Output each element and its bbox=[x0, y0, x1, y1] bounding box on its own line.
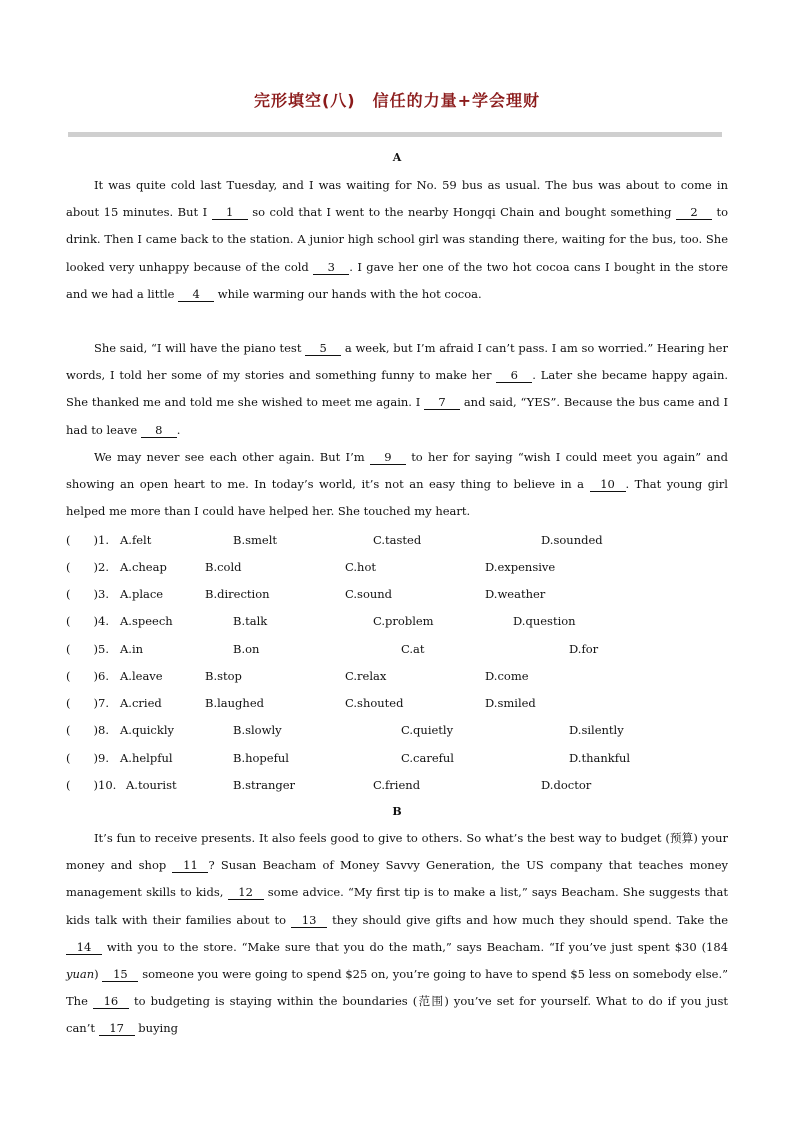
option-a: A.felt bbox=[120, 533, 152, 547]
option-b: B.hopeful bbox=[233, 751, 289, 765]
option-a: A.tourist bbox=[126, 778, 177, 792]
option-c: C.shouted bbox=[345, 696, 404, 710]
option-d: D.doctor bbox=[541, 778, 592, 792]
passage-text: they should give gifts and how much they should spend. Take the bbox=[332, 912, 729, 927]
passage-b-paragraph-1 bbox=[66, 825, 728, 1043]
question-row-8 bbox=[66, 722, 728, 738]
passage-text: to budgeting is staying within the boundaries (范围) you’ve set for yourself. What to do if you just can’t bbox=[66, 994, 729, 1036]
answer-parens[interactable]: ( ) bbox=[66, 614, 98, 628]
blank-2: 2 bbox=[676, 205, 712, 220]
option-b: B.on bbox=[233, 642, 260, 656]
answer-parens[interactable]: ( ) bbox=[66, 751, 98, 765]
passage-text: . I gave her one of the two hot cocoa cans I bought in the store and we had a little bbox=[66, 259, 729, 301]
option-b: B.smelt bbox=[233, 533, 278, 547]
option-b: B.cold bbox=[205, 560, 242, 574]
question-row-3 bbox=[66, 586, 728, 602]
option-d: D.question bbox=[513, 614, 576, 628]
option-a: A.place bbox=[120, 587, 164, 601]
answer-parens[interactable]: ( ) bbox=[66, 560, 98, 574]
option-c: C.hot bbox=[345, 560, 376, 574]
passage-text: to her for saying “wish I could meet you again” and showing an open heart to me. In today’s world, it’s not an easy thing to believe in a bbox=[66, 450, 729, 492]
blank-4: 4 bbox=[178, 287, 214, 302]
question-row-2 bbox=[66, 559, 728, 575]
option-d: D.weather bbox=[485, 587, 546, 601]
blank-6: 6 bbox=[496, 368, 532, 383]
passage-a-paragraph-2 bbox=[66, 335, 728, 444]
answer-parens[interactable]: ( ) bbox=[66, 642, 98, 656]
blank-7: 7 bbox=[424, 395, 460, 410]
question-number: 10. bbox=[98, 778, 117, 792]
title-divider bbox=[68, 132, 722, 137]
passage-text: someone you were going to spend $25 on, you’re going to have to spend $5 less on somebody else.” The bbox=[66, 967, 729, 1009]
option-a: A.cried bbox=[120, 696, 162, 710]
option-d: D.come bbox=[485, 669, 529, 683]
question-number: 3. bbox=[98, 587, 109, 601]
blank-13: 13 bbox=[291, 913, 327, 928]
answer-parens[interactable]: ( ) bbox=[66, 533, 98, 547]
option-a: A.speech bbox=[120, 614, 173, 628]
question-number: 1. bbox=[98, 533, 109, 547]
option-b: B.direction bbox=[205, 587, 270, 601]
option-b: B.stop bbox=[205, 669, 242, 683]
blank-17: 17 bbox=[99, 1021, 135, 1036]
question-number: 7. bbox=[98, 696, 109, 710]
passage-text: with you to the store. “Make sure that you do the math,” says Beacham. “If you’ve just spent $30 (184 bbox=[106, 939, 729, 954]
option-c: C.quietly bbox=[401, 723, 454, 737]
blank-10: 10 bbox=[590, 477, 626, 492]
page-title: 完形填空(八) 信任的力量+学会理财 bbox=[253, 91, 541, 110]
passage-text: to drink. Then I came back to the station. A junior high school girl was standing there, waiting for the bus, too. She looked very unhappy because of the cold bbox=[66, 205, 729, 274]
passage-text-italic: yuan bbox=[66, 967, 95, 982]
option-a: A.cheap bbox=[120, 560, 167, 574]
question-number: 2. bbox=[98, 560, 109, 574]
option-a: A.quickly bbox=[120, 723, 174, 737]
answer-parens[interactable]: ( ) bbox=[66, 723, 98, 737]
option-c: C.friend bbox=[373, 778, 421, 792]
passage-text: We may never see each other again. But I’m bbox=[94, 450, 365, 464]
passage-text: It’s fun to receive presents. It also feels good to give to others. So what’s the best way to budget (预算) your money and shop bbox=[66, 831, 728, 873]
section-a-label: A bbox=[392, 151, 402, 164]
question-number: 6. bbox=[98, 669, 109, 683]
blank-8: 8 bbox=[141, 423, 177, 438]
passage-text: . Later she became happy again. She thanked me and told me she wished to meet me again. I bbox=[66, 368, 729, 410]
option-c: C.sound bbox=[345, 587, 393, 601]
blank-15: 15 bbox=[102, 967, 138, 982]
question-number: 4. bbox=[98, 614, 109, 628]
passage-a-paragraph-3 bbox=[66, 444, 728, 526]
blank-11: 11 bbox=[172, 858, 208, 873]
answer-parens[interactable]: ( ) bbox=[66, 696, 98, 710]
blank-16: 16 bbox=[93, 994, 129, 1009]
question-row-7 bbox=[66, 695, 728, 711]
option-b: B.slowly bbox=[233, 723, 282, 737]
blank-9: 9 bbox=[370, 450, 406, 465]
blank-1: 1 bbox=[212, 205, 248, 220]
option-d: D.thankful bbox=[569, 751, 631, 765]
question-row-4 bbox=[66, 613, 728, 629]
section-b-label: B bbox=[392, 805, 402, 818]
answer-parens[interactable]: ( ) bbox=[66, 587, 98, 601]
option-b: B.talk bbox=[233, 614, 268, 628]
passage-text: ) bbox=[94, 967, 99, 982]
question-row-5 bbox=[66, 641, 728, 657]
option-a: A.helpful bbox=[120, 751, 173, 765]
passage-text: and said, “YES”. Because the bus came and I had to leave bbox=[66, 395, 729, 437]
option-d: D.silently bbox=[569, 723, 624, 737]
blank-3: 3 bbox=[313, 260, 349, 275]
question-row-1 bbox=[66, 532, 728, 548]
option-c: C.careful bbox=[401, 751, 454, 765]
question-row-6 bbox=[66, 668, 728, 684]
question-number: 8. bbox=[98, 723, 109, 737]
option-b: B.laughed bbox=[205, 696, 264, 710]
option-d: D.expensive bbox=[485, 560, 556, 574]
question-number: 9. bbox=[98, 751, 109, 765]
question-number: 5. bbox=[98, 642, 109, 656]
option-d: D.for bbox=[569, 642, 599, 656]
passage-a-paragraph-1 bbox=[66, 172, 728, 308]
passage-text: . That young girl helped me more than I could have helped her. She touched my heart. bbox=[66, 477, 728, 519]
passage-text: so cold that I went to the nearby Hongqi Chain and bought something bbox=[252, 205, 672, 220]
option-c: C.at bbox=[401, 642, 425, 656]
option-a: A.leave bbox=[120, 669, 163, 683]
option-c: C.relax bbox=[345, 669, 387, 683]
blank-14: 14 bbox=[66, 940, 102, 955]
answer-parens[interactable]: ( ) bbox=[66, 778, 98, 792]
option-d: D.sounded bbox=[541, 533, 603, 547]
passage-text: ? Susan Beacham of Money Savvy Generation, the US company that teaches money management skills to kids, bbox=[66, 858, 729, 900]
question-row-10 bbox=[66, 777, 728, 793]
passage-text: . bbox=[176, 422, 181, 437]
passage-text: a week, but I’m afraid I can’t pass. I am so worried.” Hearing her words, I told her some of my stories and something funny to make her bbox=[66, 341, 728, 383]
passage-text: It was quite cold last Tuesday, and I was waiting for No. 59 bus as usual. The bus was about to come in about 15 minutes. But I bbox=[66, 178, 728, 220]
blank-12: 12 bbox=[228, 885, 264, 900]
passage-text: while warming our hands with the hot cocoa. bbox=[217, 286, 482, 301]
option-c: C.problem bbox=[373, 614, 434, 628]
option-a: A.in bbox=[120, 642, 144, 656]
option-b: B.stranger bbox=[233, 778, 296, 792]
answer-parens[interactable]: ( ) bbox=[66, 669, 98, 683]
passage-text: She said, “I will have the piano test bbox=[94, 341, 302, 355]
question-row-9 bbox=[66, 750, 728, 766]
passage-text: buying bbox=[138, 1021, 179, 1036]
passage-text: some advice. “My first tip is to make a list,” says Beacham. She suggests that kids talk with their families about to bbox=[66, 885, 729, 927]
blank-5: 5 bbox=[305, 341, 341, 356]
option-d: D.smiled bbox=[485, 696, 536, 710]
option-c: C.tasted bbox=[373, 533, 422, 547]
